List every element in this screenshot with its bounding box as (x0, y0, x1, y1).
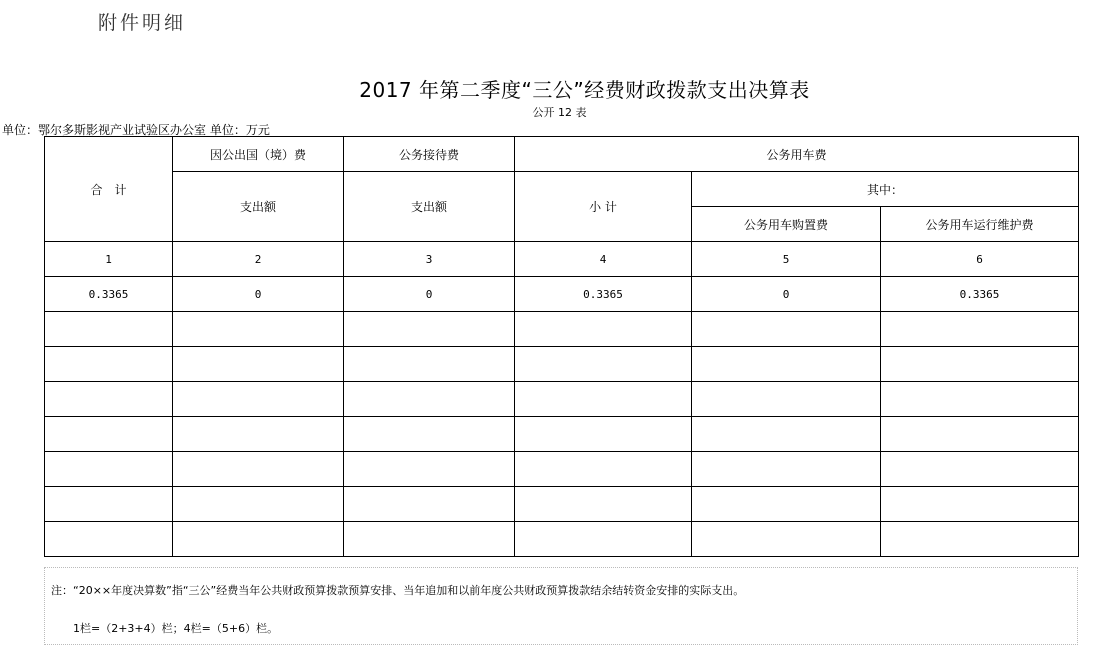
cell-maintenance: 0.3365 (881, 277, 1079, 312)
note-formula: 1栏=（2+3+4）栏；4栏=（5+6）栏。 (73, 622, 279, 635)
table-cell (173, 382, 344, 417)
column-number-row (45, 242, 1079, 277)
table-cell (344, 452, 515, 487)
table-cell (692, 347, 881, 382)
header-of-which: 其中： (692, 172, 1079, 207)
table-row (45, 382, 1079, 417)
column-number: 1 (45, 242, 173, 277)
cell-reception: 0 (344, 277, 515, 312)
table-cell (881, 347, 1079, 382)
table-cell (881, 452, 1079, 487)
table-cell (45, 382, 173, 417)
table-row (45, 277, 1079, 312)
unit-line: 单位：鄂尔多斯影视产业试验区办公室 单位：万元 (2, 123, 270, 137)
column-number: 2 (173, 242, 344, 277)
header-vehicle-maintenance: 公务用车运行维护费 (881, 207, 1079, 242)
column-number: 5 (692, 242, 881, 277)
table-row (45, 487, 1079, 522)
table-cell (515, 522, 692, 557)
header-reception-expenditure: 支出额 (344, 172, 515, 242)
cell-subtotal: 0.3365 (515, 277, 692, 312)
table-cell (692, 382, 881, 417)
table-cell (45, 452, 173, 487)
table-cell (173, 522, 344, 557)
table-cell (515, 347, 692, 382)
table-cell (173, 347, 344, 382)
table-cell (45, 522, 173, 557)
header-reception-fee: 公务接待费 (344, 137, 515, 172)
cell-total: 0.3365 (45, 277, 173, 312)
table-cell (344, 417, 515, 452)
table-cell (881, 522, 1079, 557)
table-cell (881, 382, 1079, 417)
table-cell (881, 487, 1079, 522)
header-abroad-expenditure: 支出额 (173, 172, 344, 242)
table-cell (515, 312, 692, 347)
table-cell (515, 487, 692, 522)
table-cell (515, 417, 692, 452)
table-cell (344, 347, 515, 382)
column-number: 3 (344, 242, 515, 277)
table-cell (173, 452, 344, 487)
page-title: 2017 年第二季度“三公”经费财政拨款支出决算表 (359, 78, 810, 102)
expenditure-table (44, 136, 1079, 557)
table-cell (173, 417, 344, 452)
note-definition: 注：“20××年度决算数”指“三公”经费当年公共财政预算拨款预算安排、当年追加和以前年度公共财政预算拨款结余结转资金安排的实际支出。 (51, 584, 745, 597)
column-number: 6 (881, 242, 1079, 277)
table-row (45, 522, 1079, 557)
table-row (45, 347, 1079, 382)
table-cell (692, 417, 881, 452)
table-cell (344, 312, 515, 347)
header-vehicle-purchase: 公务用车购置费 (692, 207, 881, 242)
cell-abroad: 0 (173, 277, 344, 312)
table-cell (45, 312, 173, 347)
attachment-label: 附件明细 (98, 12, 187, 34)
notes-box (44, 567, 1078, 645)
cell-purchase: 0 (692, 277, 881, 312)
table-cell (344, 382, 515, 417)
header-total: 合 计 (45, 137, 173, 242)
table-cell (45, 417, 173, 452)
column-number: 4 (515, 242, 692, 277)
table-cell (692, 522, 881, 557)
header-subtotal: 小 计 (515, 172, 692, 242)
table-row (45, 417, 1079, 452)
header-abroad-fee: 因公出国（境）费 (173, 137, 344, 172)
table-cell (881, 312, 1079, 347)
table-cell (515, 382, 692, 417)
table-cell (515, 452, 692, 487)
table-row (45, 312, 1079, 347)
header-vehicle-fee: 公务用车费 (515, 137, 1079, 172)
table-cell (692, 452, 881, 487)
table-cell (45, 487, 173, 522)
table-cell (881, 417, 1079, 452)
table-cell (344, 522, 515, 557)
table-code: 公开 12 表 (532, 106, 587, 119)
table-cell (692, 312, 881, 347)
table-cell (173, 312, 344, 347)
table-cell (344, 487, 515, 522)
table-cell (692, 487, 881, 522)
table-row (45, 452, 1079, 487)
table-cell (173, 487, 344, 522)
table-cell (45, 347, 173, 382)
